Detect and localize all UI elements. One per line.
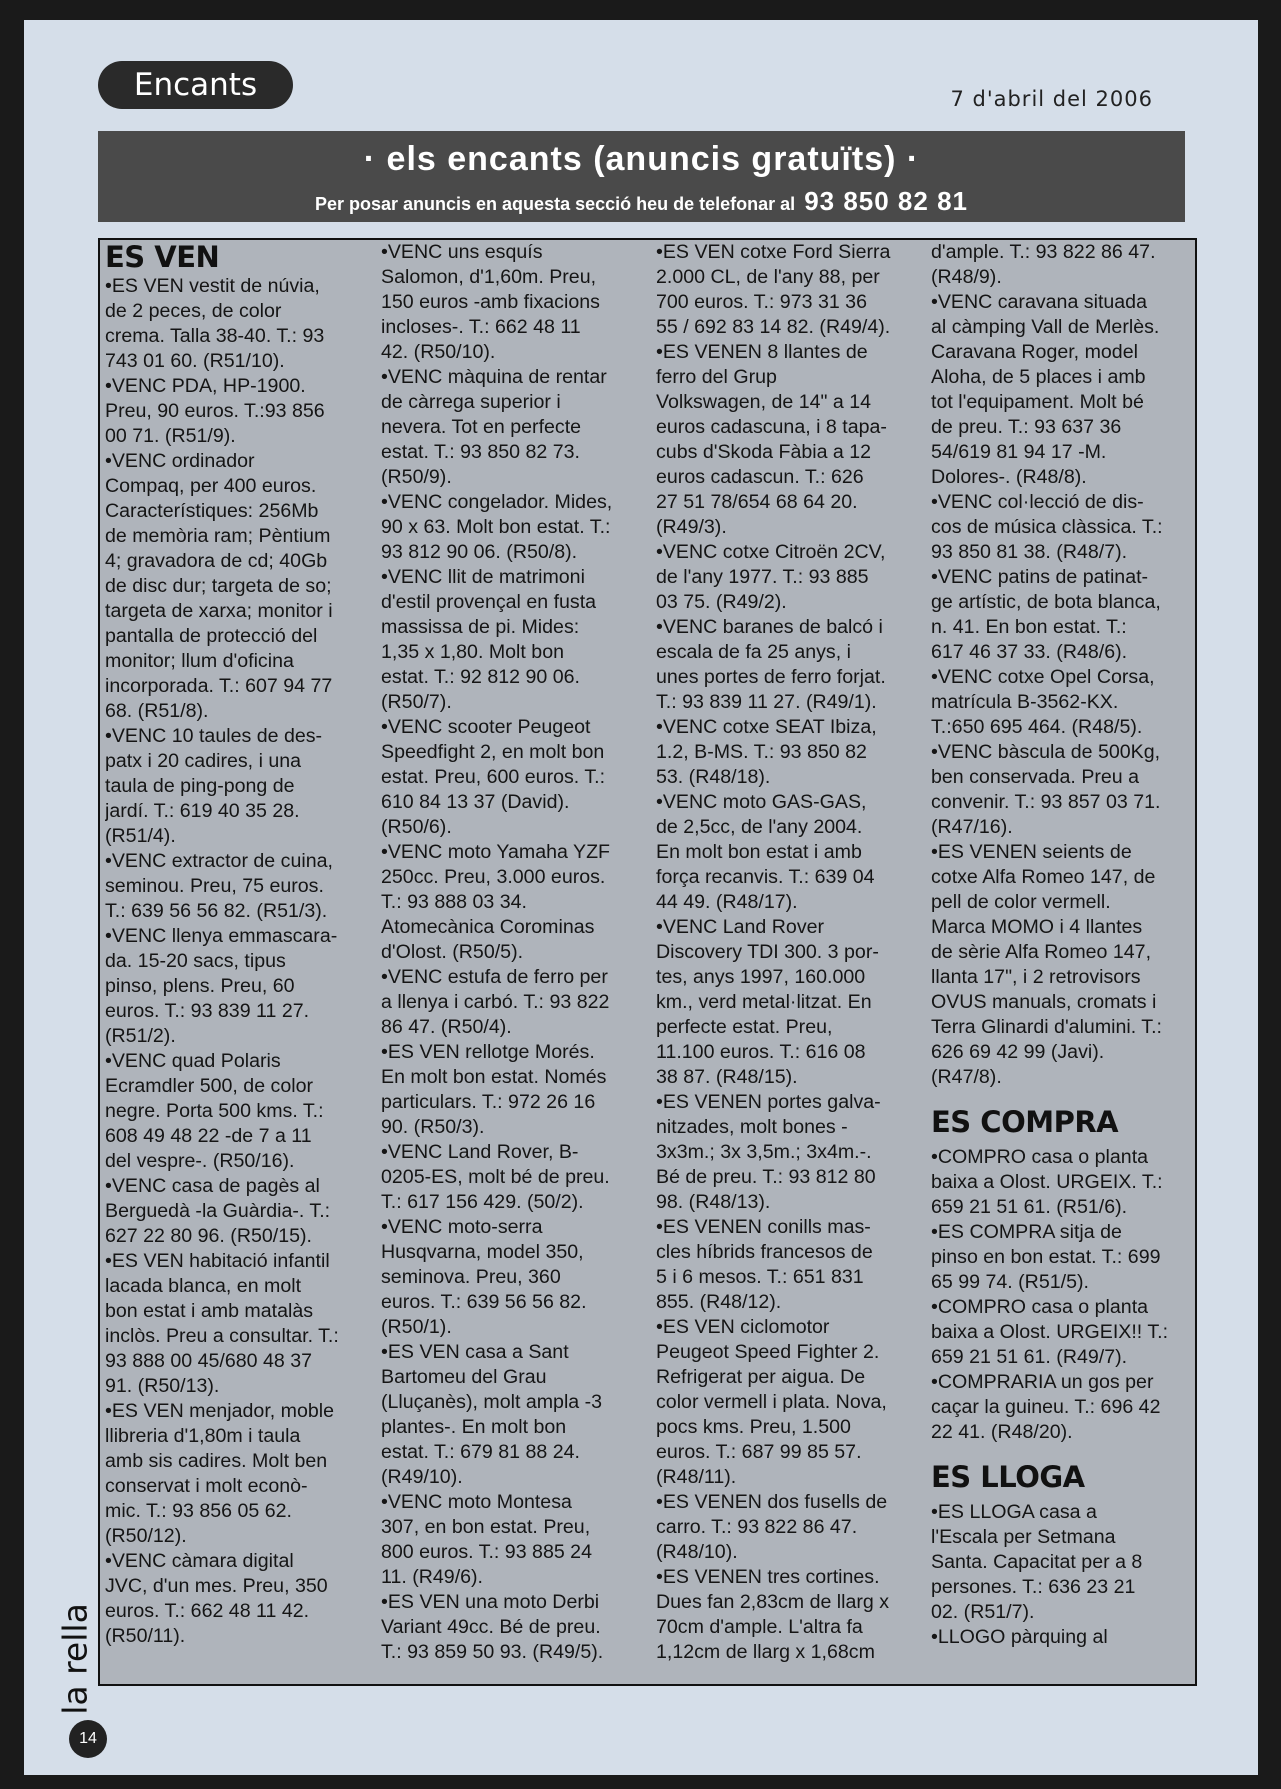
ad-line: estat. T.: 93 850 82 73. [381,441,580,463]
ad-line: 93 812 90 06. (R50/8). [381,541,578,563]
ad-line: Dues fan 2,83cm de llarg x [656,1591,890,1613]
ad-line: color vermell i plata. Nova, [656,1391,887,1413]
ad-line: d'ample. T.: 93 822 86 47. [931,241,1156,263]
ad-line: •LLOGO pàrquing al [931,1626,1108,1648]
ad-line: Ecramdler 500, de color [105,1075,314,1097]
ad-line: crema. Talla 38-40. T.: 93 [105,325,325,347]
ad-line: (R50/9). [381,466,452,488]
ad-line: •VENC ordinador [105,450,255,472]
ad-line: 27 51 78/654 68 64 20. [656,491,858,513]
ad-line: Santa. Capacitat per a 8 [931,1551,1143,1573]
ad-line: •ES VEN menjador, moble [105,1400,335,1422]
ad-line: Variant 49cc. Bé de preu. [381,1616,601,1638]
ad-line: Husqvarna, model 350, [381,1241,584,1263]
ad-line: incorporada. T.: 607 94 77 [105,675,333,697]
ad-line: amb sis cadires. Molt ben [105,1450,328,1472]
ad-line: Característiques: 256Mb [105,500,319,522]
ad-line: 86 47. (R50/4). [381,1016,512,1038]
ad-line: euros. T.: 93 839 11 27. [105,1000,310,1022]
ad-line: convenir. T.: 93 857 03 71. [931,791,1161,813]
ad-line: inclòs. Preu a consultar. T.: [105,1325,339,1347]
ad-line: de sèrie Alfa Romeo 147, [931,941,1152,963]
ad-line: •VENC càmara digital [105,1550,294,1572]
ad-line: •VENC caravana situada [931,291,1147,313]
ad-line: estat. T.: 92 812 90 06. [381,666,580,688]
ad-line: •VENC Land Rover [656,916,825,938]
ad-line: tot l'equipament. Molt bé [931,391,1144,413]
ad-line: 0205-ES, molt bé de preu. [381,1166,610,1188]
ad-line: 68. (R51/8). [105,700,209,722]
column-2-text [381,240,643,1665]
ad-line: km., verd metal·litzat. En [656,991,872,1013]
ad-line: 02. (R51/7). [931,1601,1035,1623]
ad-line: Marca MOMO i 4 llantes [931,916,1143,938]
ad-line: de l'any 1977. T.: 93 885 [656,566,869,588]
ad-line: •VENC patins de patinat- [931,566,1149,588]
ad-line: T.: 639 56 56 82. (R51/3). [105,900,328,922]
ad-line: (R48/10). [656,1541,738,1563]
ad-line: baixa a Olost. URGEIX. T.: [931,1171,1163,1193]
ad-line: jardí. T.: 619 40 35 28. [105,800,300,822]
ad-line: 307, en bon estat. Preu, [381,1516,591,1538]
newspaper-page [24,20,1258,1775]
ad-line: •VENC baranes de balcó i [656,616,883,638]
banner-title: · els encants (anuncis gratuïts) · [363,140,920,178]
ad-line: •ES VENEN tres cortines. [656,1566,880,1588]
ad-line: 4; gravadora de cd; 40Gb [105,550,328,572]
ad-line: ferro del Grup [656,366,777,388]
ad-line: •VENC llit de matrimoni [381,566,585,588]
ad-line: perfecte estat. Preu, [656,1016,833,1038]
ad-line: ge artístic, de bota blanca, [931,591,1161,613]
ad-line: persones. T.: 636 23 21 [931,1576,1136,1598]
ad-line: llibreria d'1,80m i taula [105,1425,301,1447]
heading-es-lloga: ES LLOGA [931,1460,1085,1494]
ad-line: OVUS manuals, cromats i [931,991,1157,1013]
ad-line: negre. Porta 500 kms. T.: [105,1100,324,1122]
publication-name [54,1604,96,1714]
ad-line: T.: 93 888 03 34. [381,891,527,913]
ad-line: •ES VENEN dos fusells de [656,1491,888,1513]
ad-line: (R47/16). [931,816,1013,838]
ad-line: 90 x 63. Molt bon estat. T.: [381,516,611,538]
ad-line: 610 84 13 37 (David). [381,791,570,813]
ad-line: euros cadascuna, i 8 tapa- [656,416,887,438]
ad-line: •ES VENEN 8 llantes de [656,341,868,363]
ad-line: 617 46 37 33. (R48/6). [931,641,1128,663]
column-3 [656,240,918,1684]
ad-line: (R49/3). [656,516,727,538]
es-lloga-text [931,1500,1193,1650]
ad-line: 855. (R48/12). [656,1291,782,1313]
column-3-text [656,240,918,1665]
ad-line: 11. (R49/6). [381,1566,484,1588]
ad-line: tes, anys 1997, 160.000 [656,966,866,988]
ad-line: nitzades, molt bones - [656,1116,848,1138]
ad-line: •VENC uns esquís [381,241,543,263]
ad-line: (R50/11). [105,1625,186,1647]
ad-line: pinso, plens. Preu, 60 [105,975,295,997]
ad-line: Terra Glinardi d'alumini. T.: [931,1016,1162,1038]
ad-line: 150 euros -amb fixacions [381,291,600,313]
ad-line: conservat i molt econò- [105,1475,308,1497]
ad-line: bon estat i amb matalàs [105,1300,314,1322]
ad-line: (R50/12). [105,1525,187,1547]
ad-line: pocs kms. Preu, 1.500 [656,1416,851,1438]
ad-line: seminova. Preu, 360 [381,1266,561,1288]
ad-line: •ES VENEN seients de [931,841,1132,863]
ad-line: •VENC cotxe Citroën 2CV, [656,541,886,563]
section-label: Encants [98,61,293,109]
ad-line: T.: 93 839 11 27. (R49/1). [656,691,877,713]
ad-line: 608 49 48 22 -de 7 a 11 [105,1125,312,1147]
ad-line: cubs d'Skoda Fàbia a 12 [656,441,872,463]
ad-line: Discovery TDI 300. 3 por- [656,941,879,963]
ad-line: •VENC moto-serra [381,1216,543,1238]
ad-line: targeta de xarxa; monitor i [105,600,333,622]
ad-line: massissa de pi. Mides: [381,616,580,638]
ad-line: •ES VEN ciclomotor [656,1316,830,1338]
ad-line: (R51/4). [105,825,176,847]
ad-line: l'Escala per Setmana [931,1526,1116,1548]
ad-line: pell de color vermell. [931,891,1111,913]
banner-subtitle [98,186,1185,217]
ad-line: •VENC estufa de ferro per [381,966,608,988]
ad-line: •ES COMPRA sitja de [931,1221,1122,1243]
column-4 [931,240,1193,1684]
ad-line: T.: 617 156 429. (50/2). [381,1191,584,1213]
ad-line: •ES VEN vestit de núvia, [105,275,320,297]
ad-line: •VENC quad Polaris [105,1050,281,1072]
ad-line: Speedfight 2, en molt bon [381,741,605,763]
ad-line: 54/619 81 94 17 -M. [931,441,1107,463]
ad-line: euros. T.: 639 56 56 82. [381,1291,587,1313]
ad-line: •COMPRARIA un gos per [931,1371,1154,1393]
ad-line: 65 99 74. (R51/5). [931,1271,1089,1293]
ad-line: 93 850 81 38. (R48/7). [931,541,1128,563]
ad-line: Salomon, d'1,60m. Preu, [381,266,597,288]
column-2 [381,240,643,1684]
ad-line: (R48/11). [656,1466,737,1488]
ad-line: 22 41. (R48/20). [931,1421,1073,1443]
ad-line: Caravana Roger, model [931,341,1138,363]
ad-line: 5 i 6 mesos. T.: 651 831 [656,1266,864,1288]
ad-line: T.: 93 859 50 93. (R49/5). [381,1641,604,1663]
ad-line: 03 75. (R49/2). [656,591,787,613]
ad-line: •VENC col·lecció de dis- [931,491,1144,513]
ad-line: plantes-. En molt bon [381,1416,567,1438]
ad-line: Volkswagen, de 14" a 14 [656,391,872,413]
ad-line: •VENC PDA, HP-1900. [105,375,306,397]
ad-line: •VENC bàscula de 500Kg, [931,741,1161,763]
ad-line: 2.000 CL, de l'any 88, per [656,266,880,288]
classifieds-box [98,238,1197,1686]
ad-line: Bé de preu. T.: 93 812 80 [656,1166,876,1188]
ad-line: del vespre-. (R50/16). [105,1150,295,1172]
ad-line: 42. (R50/10). [381,341,496,363]
ad-line: •VENC cotxe SEAT Ibiza, [656,716,877,738]
ad-line: 55 / 692 83 14 82. (R49/4). [656,316,891,338]
ad-line: mic. T.: 93 856 05 62. [105,1500,292,1522]
ad-line: 98. (R48/13). [656,1191,771,1213]
ad-line: monitor; llum d'oficina [105,650,294,672]
ad-line: •VENC moto GAS-GAS, [656,791,867,813]
ad-line: caçar la guineu. T.: 696 42 [931,1396,1161,1418]
ad-line: de preu. T.: 93 637 36 [931,416,1122,438]
ad-line: euros. T.: 662 48 11 42. [105,1600,310,1622]
ad-line: cos de música clàssica. T.: [931,516,1163,538]
banner-phone: 93 850 82 81 [804,186,968,216]
ad-line: patx i 20 cadires, i una [105,750,302,772]
ad-line: euros. T.: 687 99 85 57. [656,1441,862,1463]
banner-instruction: Per posar anuncis en aquesta secció heu de telefonar al [314,194,796,214]
ad-line: •VENC scooter Peugeot [381,716,591,738]
ad-line: al càmping Vall de Merlès. [931,316,1160,338]
ad-line: 38 87. (R48/15). [656,1066,798,1088]
ad-line: Bartomeu del Grau [381,1366,547,1388]
ad-line: Atomecànica Corominas [381,916,595,938]
page-number: 14 [69,1720,107,1758]
ad-line: seminou. Preu, 75 euros. [105,875,324,897]
ad-line: (R47/8). [931,1066,1002,1088]
ad-line: baixa a Olost. URGEIX!! T.: [931,1321,1169,1343]
ad-line: cles híbrids francesos de [656,1241,873,1263]
ad-line: ben conservada. Preu a [931,766,1140,788]
ad-line: 44 49. (R48/17). [656,891,798,913]
ad-line: 626 69 42 99 (Javi). [931,1041,1105,1063]
heading-es-ven: ES VEN [105,240,220,274]
ad-line: •ES VEN habitació infantil [105,1250,330,1272]
ad-line: Berguedà -la Guàrdia-. T.: [105,1200,331,1222]
ad-line: 93 888 00 45/680 48 37 [105,1350,313,1372]
ad-line: nevera. Tot en perfecte [381,416,582,438]
ad-line: 627 22 80 96. (R50/15). [105,1225,312,1247]
es-compra-text [931,1145,1193,1445]
ad-line: d'Olost. (R50/5). [381,941,524,963]
ad-line: carro. T.: 93 822 86 47. [656,1516,858,1538]
ad-line: incloses-. T.: 662 48 11 [381,316,581,338]
issue-date: 7 d'abril del 2006 [950,87,1153,111]
ad-line: força recanvis. T.: 639 04 [656,866,875,888]
ad-line: Preu, 90 euros. T.:93 856 [105,400,325,422]
classifieds-banner [98,131,1185,222]
ad-line: 3x3m.; 3x 3,5m.; 3x4m.-. [656,1141,872,1163]
ad-line: n. 41. En bon estat. T.: [931,616,1127,638]
ad-line: de memòria ram; Pèntium [105,525,331,547]
ad-line: llanta 17", i 2 retrovisors [931,966,1141,988]
ad-line: (R48/9). [931,266,1002,288]
ad-line: estat. Preu, 600 euros. T.: [381,766,606,788]
ad-line: •ES VENEN portes galva- [656,1091,881,1113]
ad-line: de 2,5cc, de l'any 2004. [656,816,863,838]
ad-line: (Lluçanès), molt ampla -3 [381,1391,603,1413]
ad-line: pinso en bon estat. T.: 699 [931,1246,1161,1268]
ad-line: (R49/10). [381,1466,463,1488]
ad-line: 659 21 51 61. (R49/7). [931,1346,1128,1368]
ad-line: d'estil provençal en fusta [381,591,597,613]
ad-line: 70cm d'ample. L'altra fa [656,1616,863,1638]
ad-line: 91. (R50/13). [105,1375,220,1397]
ad-line: 743 01 60. (R51/10). [105,350,285,372]
ad-line: 11.100 euros. T.: 616 08 [656,1041,866,1063]
ad-line: unes portes de ferro forjat. [656,666,886,688]
ad-line: •VENC moto Yamaha YZF [381,841,611,863]
ad-line: 250cc. Preu, 3.000 euros. [381,866,606,888]
ad-line: 1.2, B-MS. T.: 93 850 82 [656,741,867,763]
ad-line: de 2 peces, de color [105,300,282,322]
ad-line: •ES VEN una moto Derbi [381,1591,600,1613]
ad-line: 700 euros. T.: 973 31 36 [656,291,867,313]
ad-line: 1,12cm de llarg x 1,68cm [656,1641,875,1663]
ad-line: a llenya i carbó. T.: 93 822 [381,991,610,1013]
ad-line: En molt bon estat. Només [381,1066,607,1088]
ad-line: da. 15-20 sacs, tipus [105,950,286,972]
ad-line: •VENC casa de pagès al [105,1175,320,1197]
ad-line: (R50/7). [381,691,452,713]
ad-line: •VENC extractor de cuina, [105,850,333,872]
ad-line: taula de ping-pong de [105,775,295,797]
column-4-text [931,240,1193,1090]
ad-line: particulars. T.: 972 26 16 [381,1091,596,1113]
heading-es-compra: ES COMPRA [931,1105,1119,1139]
ad-line: lacada blanca, en molt [105,1275,302,1297]
ad-line: •VENC llenya emmascara- [105,925,338,947]
column-1 [105,240,363,1684]
ad-line: •ES LLOGA casa a [931,1501,1097,1523]
ad-line: (R51/2). [105,1025,176,1047]
ad-line: T.:650 695 464. (R48/5). [931,716,1143,738]
ad-line: 53. (R48/18). [656,766,771,788]
ad-line: Peugeot Speed Fighter 2. [656,1341,880,1363]
ad-line: (R50/1). [381,1316,452,1338]
column-1-text [105,274,363,1649]
ad-line: escala de fa 25 anys, i [656,641,851,663]
ad-line: 90. (R50/3). [381,1116,485,1138]
ad-line: 1,35 x 1,80. Molt bon [381,641,564,663]
ad-line: •ES VEN cotxe Ford Sierra [656,241,891,263]
ad-line: 800 euros. T.: 93 885 24 [381,1541,592,1563]
ad-line: •VENC moto Montesa [381,1491,572,1513]
ad-line: (R50/6). [381,816,452,838]
ad-line: de disc dur; targeta de so; [105,575,332,597]
ad-line: 00 71. (R51/9). [105,425,236,447]
ad-line: •VENC congelador. Mides, [381,491,613,513]
ad-line: •VENC Land Rover, B- [381,1141,579,1163]
ad-line: Compaq, per 400 euros. [105,475,317,497]
ad-line: En molt bon estat i amb [656,841,862,863]
brand-text: la rella [55,1603,95,1715]
ad-line: •VENC 10 taules de des- [105,725,323,747]
ad-line: •ES VEN rellotge Morés. [381,1041,595,1063]
ad-line: euros cadascun. T.: 626 [656,466,864,488]
ad-line: •ES VEN casa a Sant [381,1341,569,1363]
ad-line: JVC, d'un mes. Preu, 350 [105,1575,328,1597]
ad-line: matrícula B-3562-KX. [931,691,1119,713]
ad-line: •ES VENEN conills mas- [656,1216,871,1238]
ad-line: •VENC màquina de rentar [381,366,607,388]
ad-line: 659 21 51 61. (R51/6). [931,1196,1128,1218]
ad-line: pantalla de protecció del [105,625,318,647]
ad-line: estat. T.: 679 81 88 24. [381,1441,580,1463]
ad-line: •COMPRO casa o planta [931,1296,1149,1318]
ad-line: •COMPRO casa o planta [931,1146,1149,1168]
ad-line: Aloha, de 5 places i amb [931,366,1146,388]
ad-line: Dolores-. (R48/8). [931,466,1087,488]
ad-line: cotxe Alfa Romeo 147, de [931,866,1156,888]
ad-line: de càrrega superior i [381,391,561,413]
ad-line: •VENC cotxe Opel Corsa, [931,666,1155,688]
ad-line: Refrigerat per aigua. De [656,1366,866,1388]
